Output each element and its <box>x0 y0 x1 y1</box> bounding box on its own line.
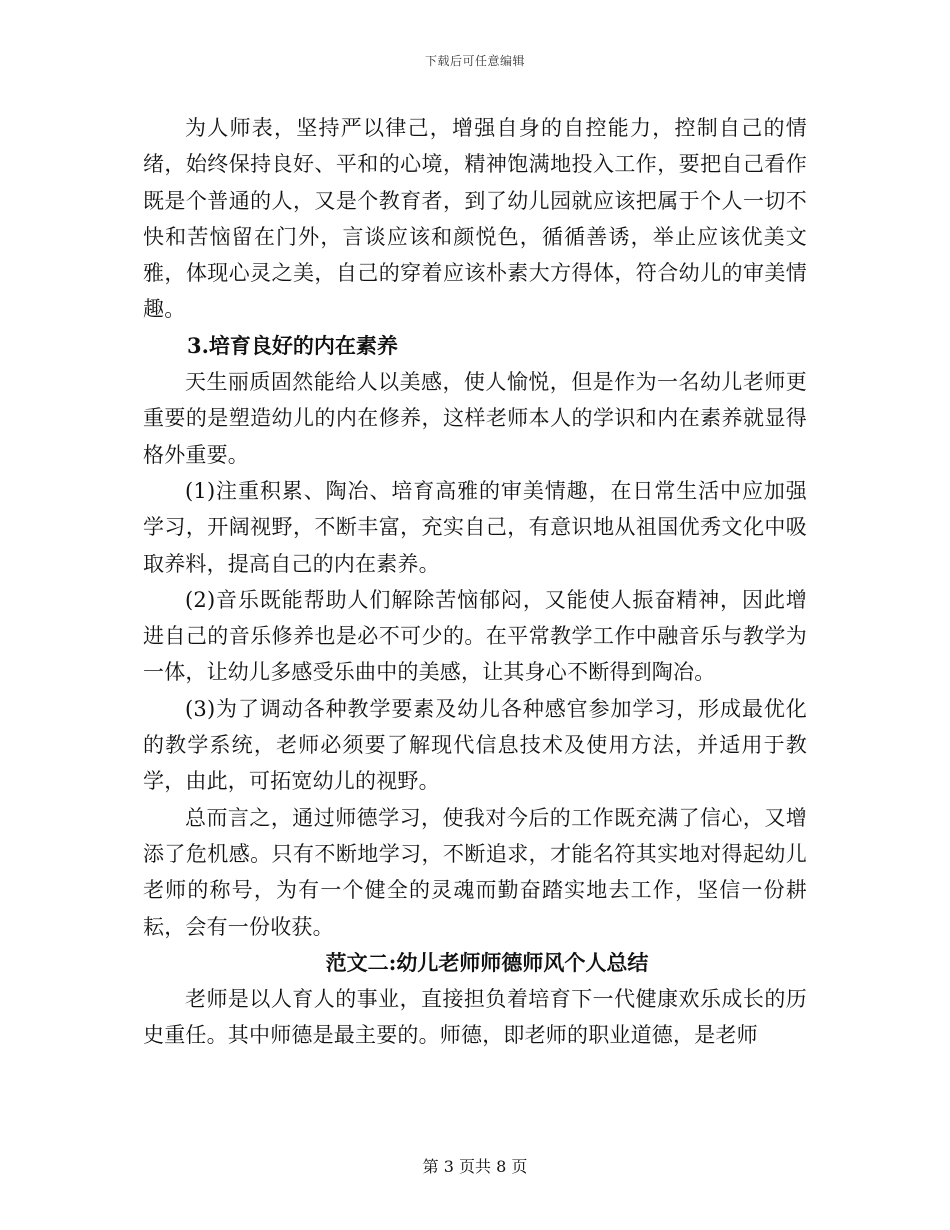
paragraph-conduct: 为人师表，坚持严以律己，增强自身的自控能力，控制自己的情绪，始终保持良好、平和的心境，精神饱满地投入工作，要把自己看作既是个普通的人，又是个教育者，到了幼儿园就应该把属于个人一切不快和苦恼留在门外，言谈应该和颜悦色，循循善诱，举止应该优美文雅，体现心灵之美，自己的穿着应该朴素大方得体，符合幼儿的审美情趣。 <box>143 116 807 322</box>
subheading-inner-quality: 3.培育良好的内在素养 <box>187 332 398 358</box>
paragraph-item-3: (3)为了调动各种教学要素及幼儿各种感官参加学习，形成最优化的教学系统，老师必须要了解现代信息技术及使用方法，并适用于教学，由此，可拓宽幼儿的视野。 <box>143 696 807 794</box>
document-body <box>143 110 807 1054</box>
paragraph-conclusion: 总而言之，通过师德学习，使我对今后的工作既充满了信心，又增添了危机感。只有不断地学习，不断追求，才能名符其实地对得起幼儿老师的称号，为有一个健全的灵魂而勤奋踏实地去工作，坚信一份耕耘，会有一份收获。 <box>143 805 807 939</box>
paragraph-section-two-intro: 老师是以人育人的事业，直接担负着培育下一代健康欢乐成长的历史重任。其中师德是最主要的。师德，即老师的职业道德，是老师 <box>143 987 807 1048</box>
page-footer-number: 第 3 页共 8 页 <box>422 1157 528 1176</box>
paragraph-inner-cultivation: 天生丽质固然能给人以美感，使人愉悦，但是作为一名幼儿老师更重要的是塑造幼儿的内在修养，这样老师本人的学识和内在素养就显得格外重要。 <box>143 370 807 467</box>
paragraph-item-2: (2)音乐既能帮助人们解除苦恼郁闷，又能使人振奋精神，因此增进自己的音乐修养也是必不可少的。在平常教学工作中融音乐与教学为一体，让幼儿多感受乐曲中的美感，让其身心不断得到陶冶。 <box>143 587 807 685</box>
section-title-sample-two: 范文二:幼儿老师师德师风个人总结 <box>325 949 649 975</box>
paragraph-item-1: (1)注重积累、陶冶、培育高雅的审美情趣，在日常生活中应加强学习，开阔视野，不断丰富，充实自己，有意识地从祖国优秀文化中吸取养料，提高自己的内在素养。 <box>143 478 807 576</box>
page-header-note: 下载后可任意编辑 <box>424 54 525 68</box>
